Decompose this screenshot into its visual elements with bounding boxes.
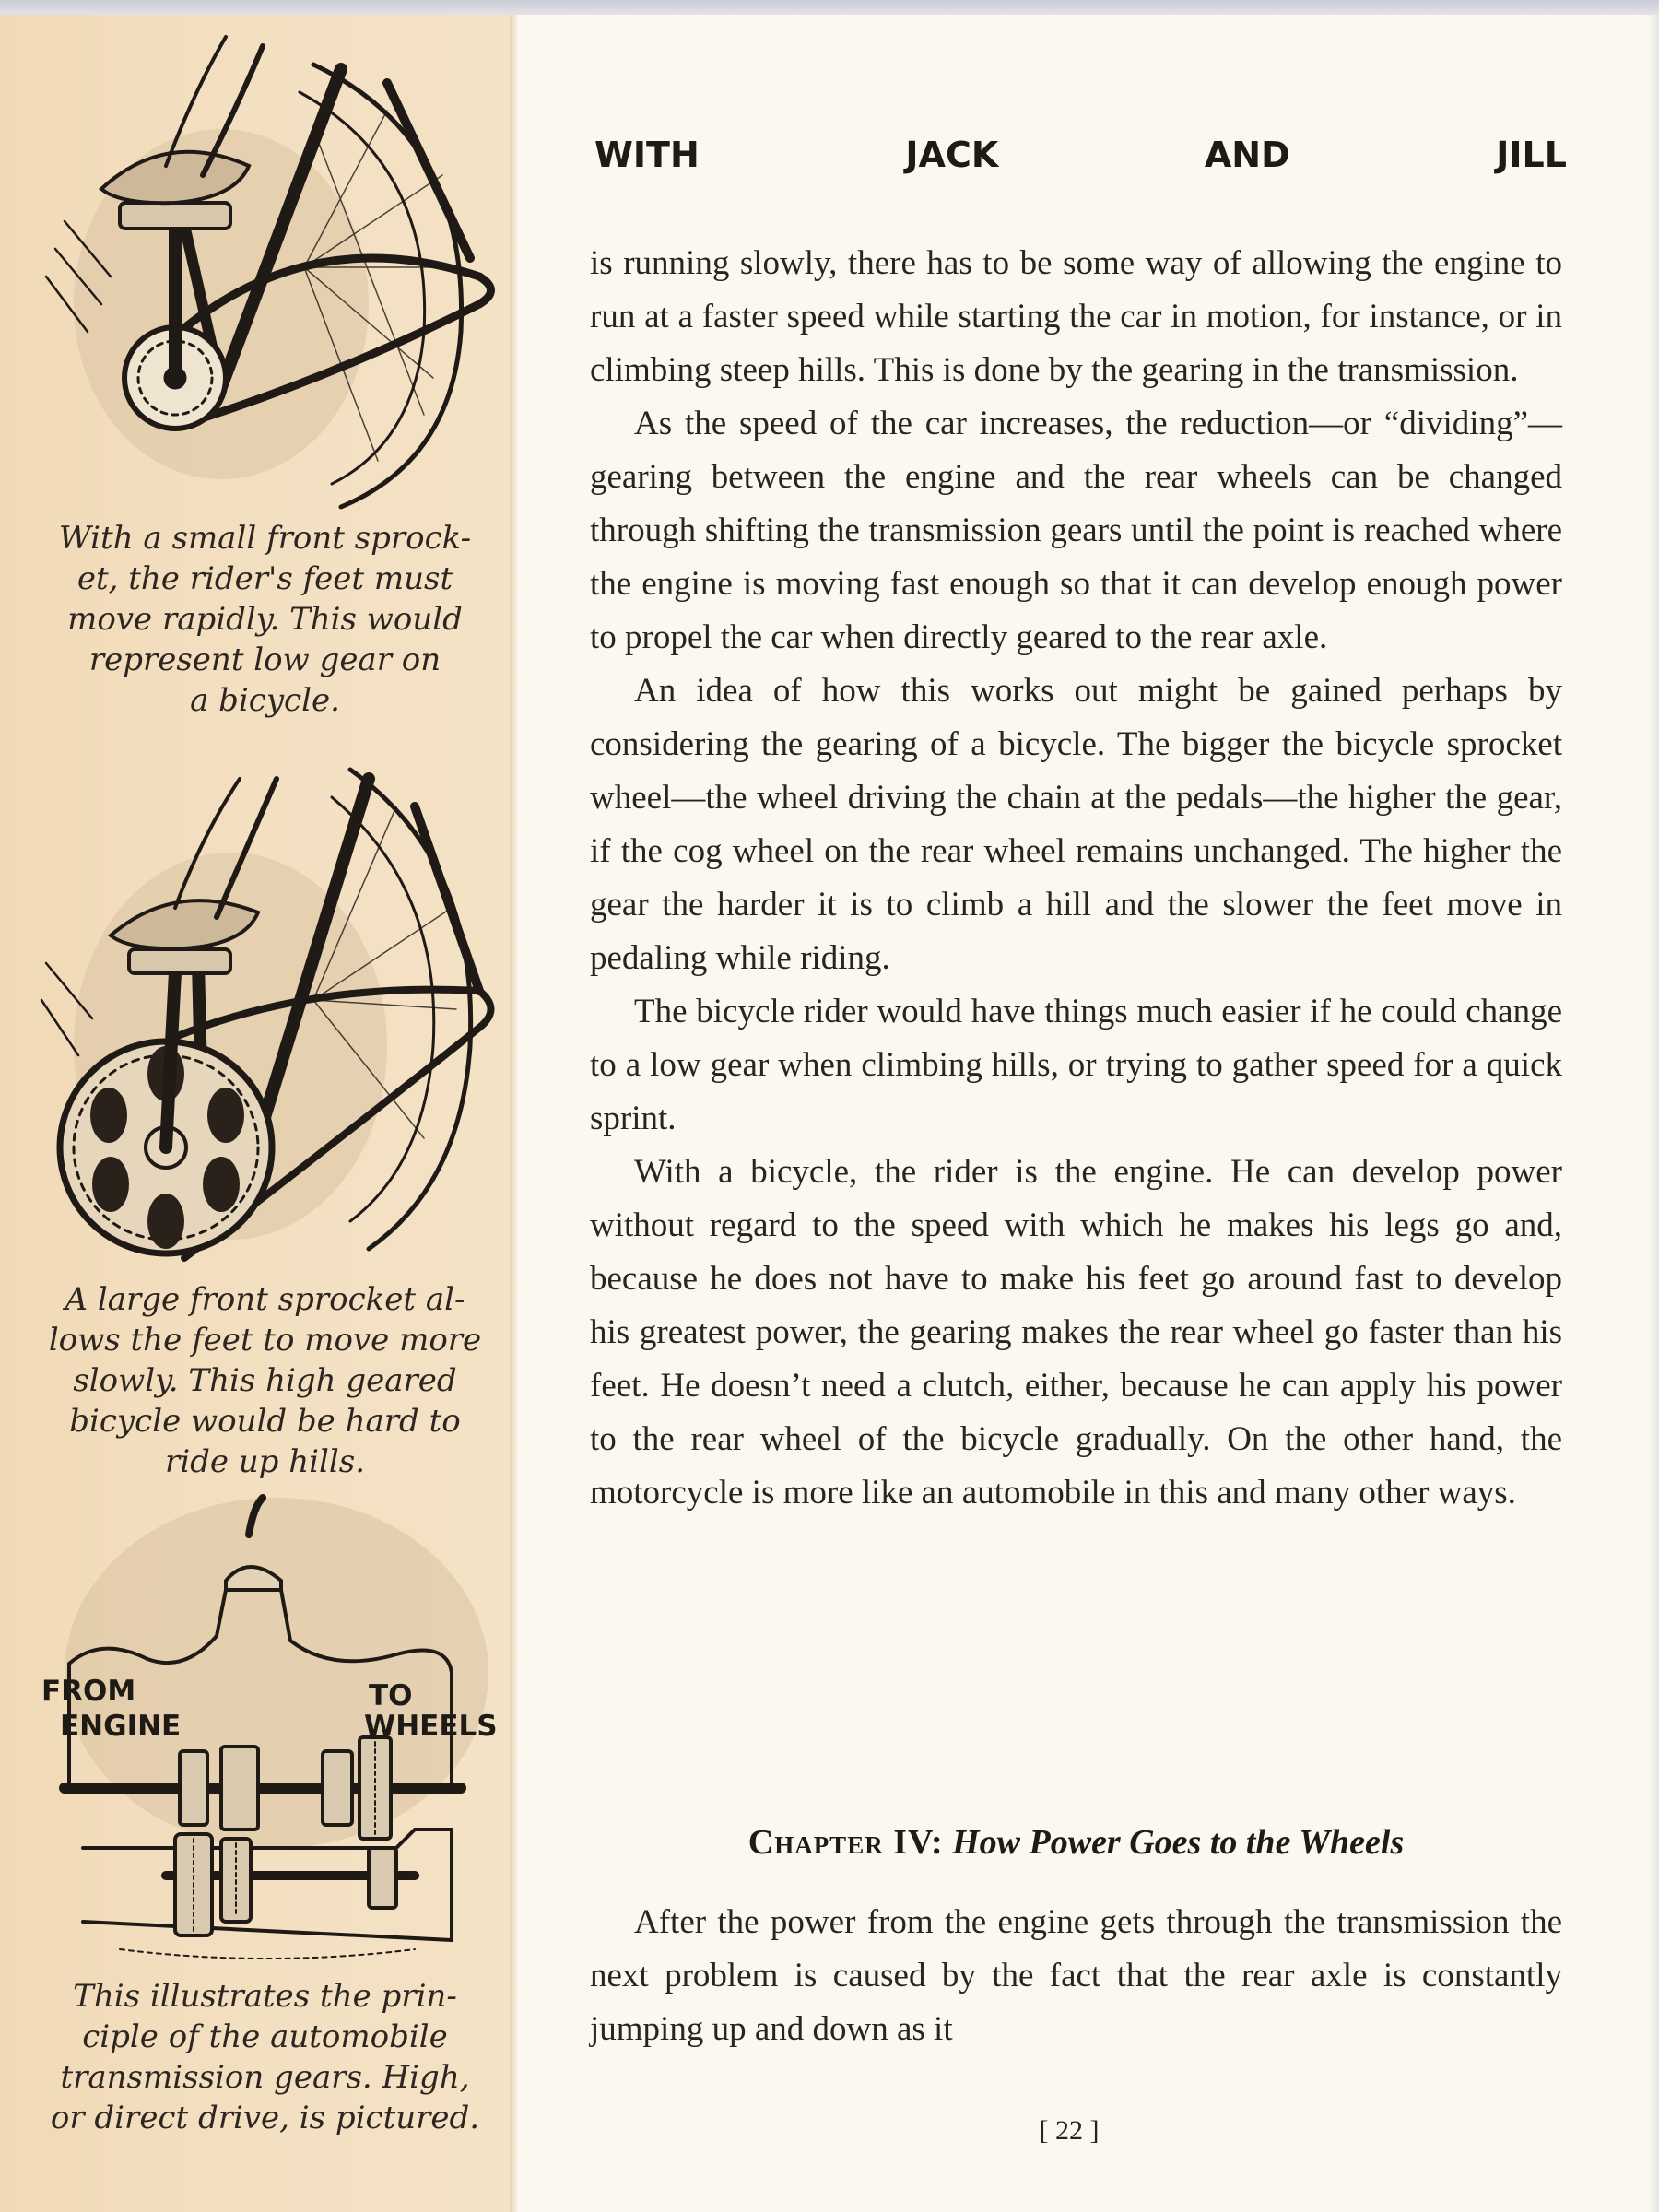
- caption-line: With a small front sprock-: [58, 520, 472, 557]
- scan-top-band: [0, 0, 1659, 15]
- header-word: AND: [1204, 135, 1290, 175]
- from-engine-label: ENGINE: [60, 1710, 182, 1743]
- page-right-edge: [1648, 15, 1659, 2212]
- to-wheels-label: TO: [369, 1679, 413, 1712]
- transmission-caption: [37, 1976, 493, 2138]
- body-paragraph: After the power from the engine gets through the transmission the next problem is caused by the fact that the rear axle is constantly jumping up and down as it: [590, 1903, 1562, 2048]
- large-sprocket-bicycle-illustration: [37, 751, 498, 1267]
- body-paragraph: As the speed of the car increases, the reduction—or “dividing”—gearing between the engine and the rear wheels can be changed through shifting the transmission gears until the point is reached where the engine is moving fast enough so that it can develop enough power to propel the car when directly geared to the rear axle.: [590, 405, 1562, 656]
- sidebar-edge: [510, 15, 519, 2212]
- caption-line: or direct drive, is pictured.: [50, 2100, 480, 2136]
- caption-line: et, the rider's feet must: [76, 560, 453, 597]
- caption-line: ride up hills.: [164, 1443, 366, 1480]
- chapter-label: Chapter IV:: [747, 1823, 944, 1862]
- body-paragraph: An idea of how this works out might be gained perhaps by considering the gearing of a bicycle. The bigger the bicycle sprocket wheel—the wheel driving the chain at the pedals—the higher the gear, if the cog wheel on the rear wheel remains unchanged. The higher the gear the harder it is to climb a hill and the slower the feet move in pedaling while riding.: [590, 672, 1562, 977]
- caption-line: ciple of the automobile: [82, 2018, 448, 2055]
- caption-line: A large front sprocket al-: [65, 1281, 465, 1318]
- header-word: WITH: [594, 135, 700, 175]
- body-paragraph: The bicycle rider would have things much easier if he could change to a low gear when climbing hills, or trying to gather speed for a quick sprint.: [590, 993, 1562, 1137]
- header-word: JACK: [905, 135, 999, 175]
- caption-line: This illustrates the prin-: [73, 1978, 457, 2015]
- page-number: [ 22 ]: [1039, 2115, 1100, 2146]
- small-sprocket-bicycle-illustration: [37, 28, 498, 525]
- header-word: JILL: [1496, 135, 1567, 175]
- small-sprocket-caption: [37, 518, 493, 721]
- caption-line: transmission gears. High,: [60, 2059, 470, 2096]
- body-paragraph: is running slowly, there has to be some way of allowing the engine to run at a faster speed while starting the car in motion, for instance, or in climbing steep hills. This is done by the gearing in the transmission.: [590, 244, 1562, 389]
- caption-line: bicycle would be hard to: [69, 1403, 461, 1440]
- caption-line: slowly. This high geared: [73, 1362, 457, 1399]
- from-engine-label: FROM: [41, 1675, 136, 1708]
- large-sprocket-caption: [37, 1279, 493, 1482]
- caption-line: a bicycle.: [190, 682, 340, 719]
- body-paragraph: With a bicycle, the rider is the engine. He can develop power without regard to the speed with which he makes his legs go and, because he does not have to make his feet go around fast to develop his greatest power, the gearing makes the rear wheel go faster than his feet. He doesn’t need a clutch, either, because he can apply his power to the rear wheel of the bicycle gradually. On the other hand, the motorcycle is more like an automobile in this and many other ways.: [590, 1153, 1562, 1512]
- chapter-title: How Power Goes to the Wheels: [952, 1823, 1405, 1862]
- chapter-heading: [590, 1822, 1562, 1863]
- body-text-block: [590, 237, 1562, 1520]
- running-header: [594, 135, 1567, 175]
- to-wheels-label: WHEELS: [364, 1710, 498, 1743]
- body-text-block: [590, 1896, 1562, 2056]
- caption-line: move rapidly. This would: [67, 601, 463, 638]
- caption-line: lows the feet to move more: [48, 1322, 482, 1359]
- caption-line: represent low gear on: [88, 641, 441, 678]
- transmission-gears-diagram: [28, 1488, 507, 1977]
